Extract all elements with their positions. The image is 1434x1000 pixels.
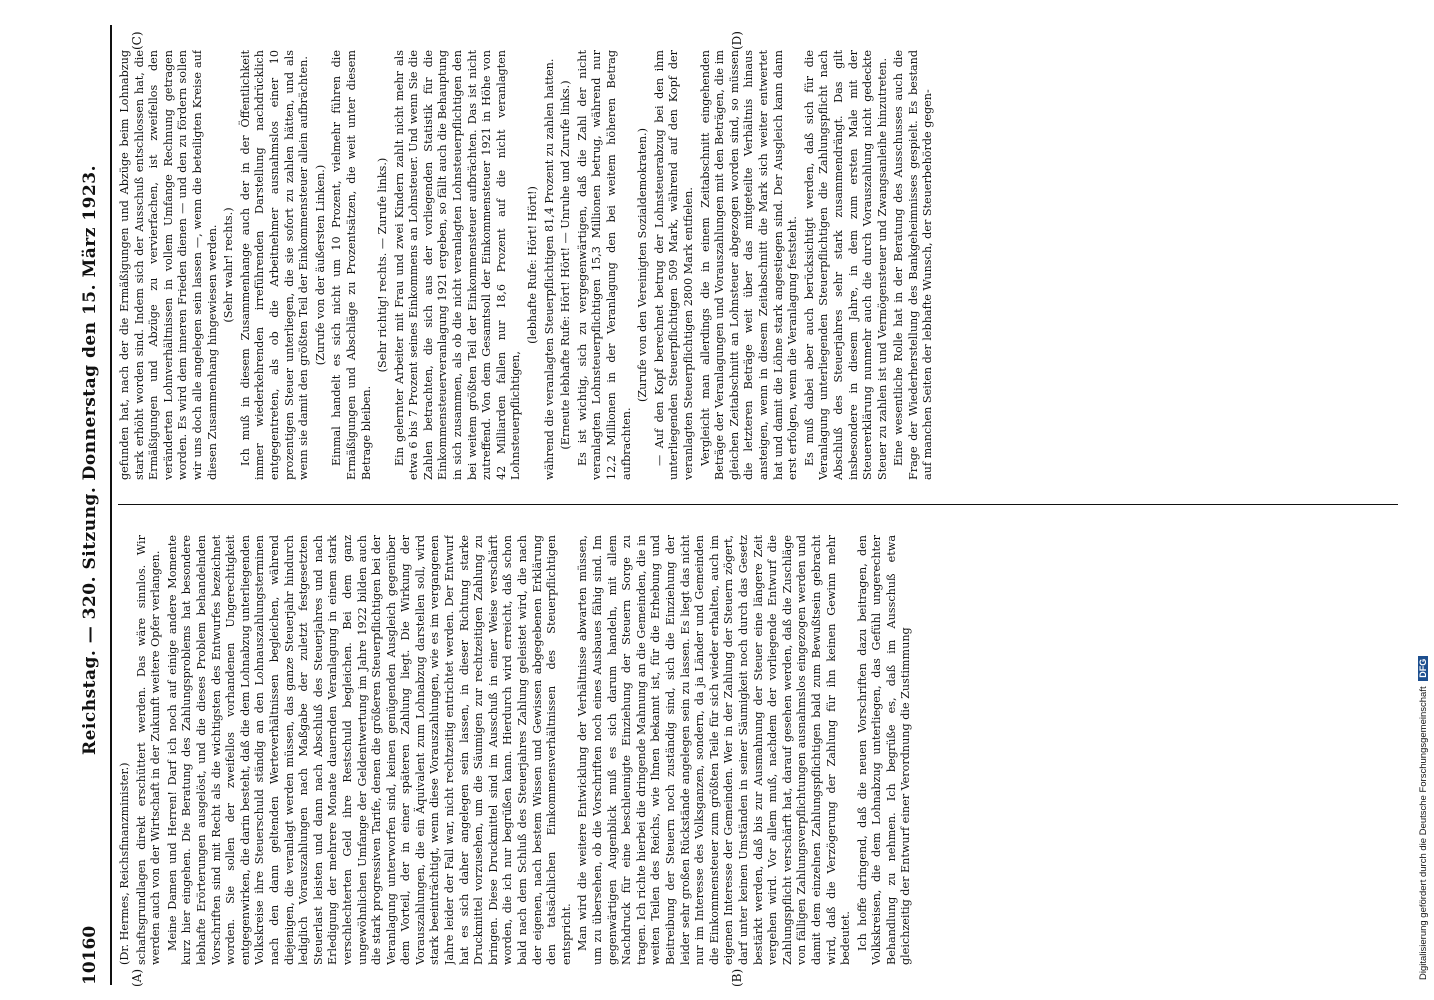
paragraph: Es ist wichtig, sich zu vergegenwärtigen, daß die Zahl der nicht veranlagten Lohnsteuerpflichtigen 15,3 Millionen betrug, während nur 12,2 Millionen in der Veranlagung den bei weitem höheren Betrag aufbrachten.: [575, 50, 633, 480]
interjection: (Zurufe von den Vereinigten Sozialdemokraten.): [636, 128, 650, 402]
page-header: [70, 25, 112, 985]
document-sheet: [70, 25, 1410, 985]
interjection: (Erneute lebhafte Rufe: Hört! Hört! — Unruhe und Zurufe links.): [559, 80, 573, 450]
digitization-credit: [1418, 656, 1429, 980]
interjection: (Sehr wahr! rechts.): [222, 207, 236, 323]
paragraph: Meine Damen und Herren! Darf ich noch auf einige andere Momente kurz hier eingehen. Die Beratung des Zahlungsproblems hat besondere lebhafte Erörterungen ausgelöst, und die dieses Problem behandelnden Vorschriften sind mit Recht als die wichtigsten des Entwurfes bezeichnet worden. Sie sollen der zweifellos vorhandenen Ungerechtigkeit entgegenwirken, die darin besteht, daß die dem Lohnabzug unterliegenden Volkskreise ihre Steuerschuld ständig an den Lohnauszahlungsterminen nach den dann geltenden Werteverhältnissen begleichen, während diejenigen, die veranlagt werden müssen, das ganze Steuerjahr hindurch lediglich Vorauszahlungen nach Maßgabe der zuletzt festgesetzten Steuerlast leisten und dann nach Abschluß des Steuerjahres und nach Erledigung der mehrere Monate dauernden Veranlagung in einem stark verschlechterten Geld ihre Restschuld begleichen. Bei dem ganz ungewöhnlichen Umfange der Geldentwertung im Jahre 1922 bilden auch die stark progressiven Tarife, denen die größeren Steuerpflichtigen bei der Veranlagung unterworfen sind, keinen genügenden Ausgleich gegenüber dem Vorteil, der in einer späteren Zahlung liegt. Die Wirkung der Vorauszahlungen, die ein Äquivalent zum Lohnabzug darstellen soll, wird stark beeinträchtigt, wenn diese Vorauszahlungen, wie es im vergangenen Jahre leider der Fall war, nicht rechtzeitig entrichtet werden. Der Entwurf hat es sich daher angelegen sein lassen, in dieser Richtung starke Druckmittel vorzusehen, um die Säumigen zur rechtzeitigen Zahlung zu bringen. Diese Druckmittel sind im Ausschuß in einer Weise verschärft worden, die ich nur begrüßen kann. Hierdurch wird erreicht, daß schon bald nach dem Schluß des Steuerjahres Zahlung geleistet wird, die nach der eigenen, nach bestem Wissen und Gewissen abgegebenen Erklärung den tatsächlichen Einkommensverhältnissen des Steuerpflichtigen entspricht.: [165, 535, 573, 965]
speaker-line: (Dr. Hermes, Reichsfinanzminister.): [118, 762, 131, 965]
paragraph: gefunden hat, nach der die Ermäßigungen und Abzüge beim Lohnabzug stark erhöht worden sind. Indem sich der Ausschuß entschlossen hat, die Ermäßigungen und Abzüge zu vervierfachen, ist zweifellos den veränderten Lohnverhältnissen in vollem Umfange Rechnung getragen worden. Es wird dem inneren Frieden dienen — und den zu fördern sollen wir uns doch alle angelegen sein lassen —, wenn die beteiligten Kreise auf diesen Zusammenhang hingewiesen werden.: [118, 50, 219, 480]
page-number: 10160: [80, 925, 100, 985]
credit-text: Digitalisierung gefördert durch die Deutsche Forschungsgemeinschaft: [1418, 686, 1429, 980]
paragraph: Ich muß in diesem Zusammenhange auch der in der Öffentlichkeit immer wiederkehrenden irreführenden Darstellung nachdrücklich entgegentreten, als ob die Arbeitnehmer ausnahmslos einer 10 prozentigen Steuer unterliegen, die sie sofort zu zahlen hätten, und als wenn sie damit den größten Teil der Einkommensteuer allein aufbrächten.: [238, 50, 311, 480]
paragraph: Man wird die weitere Entwicklung der Verhältnisse abwarten müssen, um zu übersehen, ob die Vorschriften noch eines Ausbaues fähig sind. Im gegenwärtigen Augenblick muß es sich darum handeln, mit allem Nachdruck für eine beschleunigte Einziehung der Steuern Sorge zu tragen. Ich richte hierbei die dringende Mahnung an die Gemeinden, die in weiten Teilen des Reichs, wie Ihnen bekannt ist, für die Erhebung und Beitreibung der Steuern noch zuständig sind, sich die Einziehung der leider sehr großen Rückstände angelegen sein zu lassen. Es liegt das nicht nur im Interesse des Volksganzen, sondern, da ja Länder und Gemeinden die Einkommensteuer zum größten Teile für sich wieder erhalten, auch im eigenen Interesse der Gemeinden. Wer in der Zahlung der Steuern zögert, darf unter keinen Umständen in seiner Säumigkeit noch durch das Gesetz bestärkt werden, daß bis zur Ausmahnung der Steuer eine längere Zeit vergehen wird. Vor allem muß, nachdem der vorliegende Entwurf die Zahlungspflicht verschärft hat, darauf gesehen werden, daß die Zuschläge von fälligen Zahlungsverpflichtungen ausnahmslos eingezogen werden und damit dem einzelnen Zahlungspflichtigen bald zum Bewußtsein gebracht wird, daß die Verzögerung der Zahlung für ihn keinen Gewinn mehr bedeutet.: [576, 535, 853, 965]
dfg-logo: DFG: [1418, 656, 1428, 681]
margin-mark-b: (B): [730, 968, 744, 987]
interjection: (lebhafte Rufe: Hört! Hört!): [526, 186, 540, 344]
column-divider: [118, 504, 1398, 505]
paragraph: während die veranlagten Steuerpflichtigen 81,4 Prozent zu zahlen hatten.: [542, 58, 556, 480]
interjection: (Sehr richtig! rechts. — Zurufe links.): [376, 157, 390, 373]
paragraph: Einmal handelt es sich nicht um 10 Prozent, vielmehr führen die Ermäßigungen und Abschläge zu Prozentsätzen, die weit unter diesem Betrage bleiben.: [330, 50, 373, 480]
paragraph: Ein gelernter Arbeiter mit Frau und zwei Kindern zahlt nicht mehr als etwa 6 bis 7 Prozent seines Einkommens an Lohnsteuer. Und wenn Sie die Zahlen betrachten, die sich aus der vorliegenden Statistik für die Einkommensteuerveranlagung 1921 ergeben, so fällt auch die Behauptung in sich zusammen, als ob die nicht veranlagten Lohnsteuerpflichtigen den bei weitem größten Teil der Einkommensteuer aufbrächten. Das ist nicht zutreffend. Von dem Gesamtsoll der Einkommensteuer 1921 in Höhe von 42 Milliarden fallen nur 18,6 Prozent auf die nicht veranlagten Lohnsteuerpflichtigen,: [392, 50, 523, 480]
paragraph: schaftsgrundlagen direkt erschüttert werden. Das wäre sinnlos. Wir werden auch von der Wirtschaft in der Zukunft weitere Opfer verlangen.: [134, 535, 163, 965]
paragraph: Ich hoffe dringend, daß die neuen Vorschriften dazu beitragen, den Volkskreisen, die dem Lohnabzug unterliegen, das Gefühl ungerechter Behandlung zu nehmen. Ich begrüße es, daß im Ausschuß etwa gleichzeitig der Entwurf einer Verordnung die Zustimmung: [855, 535, 913, 965]
margin-mark-d: (D): [730, 31, 744, 50]
paragraph: Vergleicht man allerdings die in einem Zeitabschnitt eingehenden Beträge der Veranlagungen und Vorauszahlungen mit den Beträgen, die im gleichen Zeitabschnitt an Lohnsteuer abgezogen worden sind, so müssen die letzteren Beträge weit über das mitgeteilte Verhältnis hinaus ansteigen, wenn in diesem Zeitabschnitt die Mark sich weiter entwertet hat und damit die Löhne stark angestiegen sind. Der Ausgleich kann dann erst erfolgen, wenn die Veranlagung feststeht.: [698, 50, 800, 480]
margin-mark-c: (C): [130, 31, 144, 50]
interjection: (Zurufe von der äußersten Linken.): [313, 164, 327, 366]
paragraph: Eine wesentliche Rolle hat in der Beratung des Ausschusses auch die Frage der Wiederherstellung des Bankgeheimnisses gespielt. Es bestand auf manchen Seiten der lebhafte Wunsch, der Steuerbehörde gegen-: [892, 50, 935, 480]
right-column: [118, 50, 1398, 480]
margin-mark-a: (A): [130, 968, 144, 987]
page-title: Reichstag. — 320. Sitzung. Donnerstag den 15. März 1923.: [80, 164, 100, 756]
left-column: [118, 535, 1398, 965]
paragraph: Es muß dabei aber auch berücksichtigt werden, daß sich für die Veranlagung unterliegenden Steuerpflichtigen die Zahlungspflicht nach Abschluß des Steuerjahres sehr stark zusammendrängt. Das gilt insbesondere in diesem Jahre, in dem zum ersten Male mit der Steuererklärung nunmehr auch die durch Vorauszahlung nicht gedeckte Steuer zu zahlen ist und Vermögensteuer und Zwangsanleihe hinzutreten.: [802, 50, 889, 480]
paragraph: — Auf den Kopf berechnet betrug der Lohnsteuerabzug bei den ihm unterliegenden Steuerpflichtigen 509 Mark, während auf den Kopf der veranlagten Steuerpflichtigen 2800 Mark entfielen.: [652, 50, 695, 480]
